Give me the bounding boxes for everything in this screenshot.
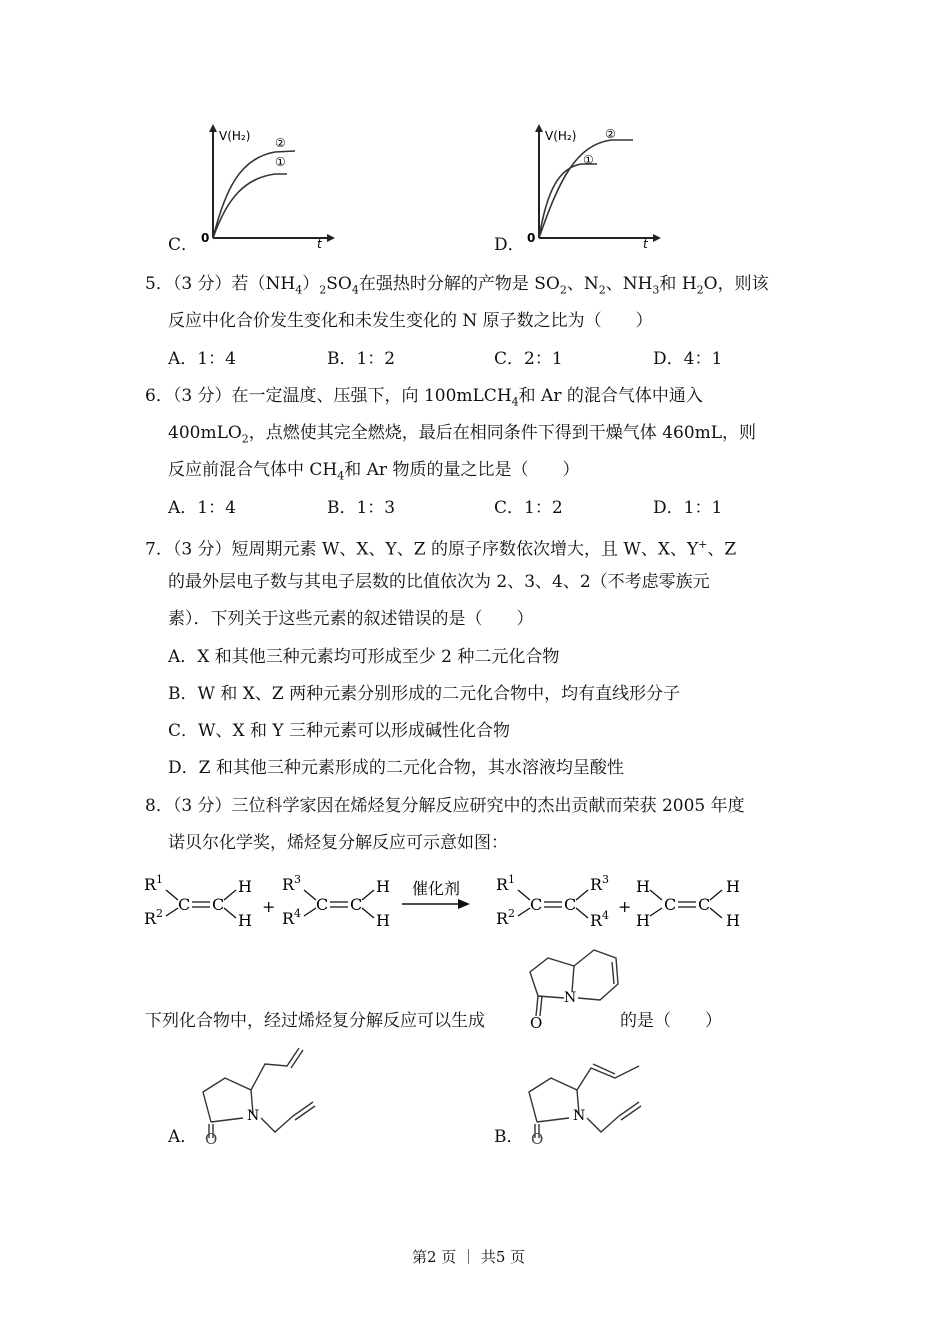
svg-text:H: H [636,911,650,930]
q8-line2: 诺贝尔化学奖，烯烃复分解反应可示意如图： [168,833,508,853]
svg-text:C: C [698,895,711,914]
q8-line1: 8．（3 分）三位科学家因在烯烃复分解反应研究中的杰出贡献而荣获 2005 年度 [145,796,745,816]
option-d-label: D． [494,235,525,255]
svg-text:R1: $R^1$ [144,873,164,894]
svg-text:R2: $R^2$ [144,907,164,928]
q8-option-a-structure [195,1040,320,1150]
svg-text:C: C [664,895,677,914]
svg-text:R1: $R^1$ [496,873,516,894]
graph-d-curve-2-label: ② [605,127,616,141]
graph-c-x-label: t [317,237,322,250]
q8-line3b: 的是（ ） [620,1011,722,1031]
target-n: N [564,990,577,1006]
graph-d-curve-1 [539,164,597,238]
q8-option-b-structure [521,1040,646,1150]
graph-c-curve-2-label: ② [275,136,286,150]
q7-line2: 的最外层电子数与其电子层数的比值依次为 2、3、4、2（不考虑零族元 [168,572,710,592]
target-compound-structure [524,938,624,1030]
svg-text:H: H [636,877,650,896]
q8-option-a-label: A． [168,1127,198,1147]
graph-d [521,120,666,250]
q5-option-b: B．1：2 [327,349,396,369]
graph-c [195,120,340,250]
q7-option-c: C．W、X 和 Y 三种元素可以形成碱性化合物 [168,721,511,741]
svg-text:R3: $R^3$ [590,873,610,894]
q7-line1: 7．（3 分）短周期元素 W、X、Y、Z 的原子序数依次增大，且 W、X、Y+、Z [145,538,737,560]
catalyst-label: 催化剂 [412,879,461,898]
svg-text:C: C [350,895,363,914]
option-b-o: O [531,1130,544,1148]
q7-option-a: A．X 和其他三种元素均可形成至少 2 种二元化合物 [168,647,560,667]
q8-line3a: 下列化合物中，经过烯烃复分解反应可以生成 [145,1011,485,1031]
q6-line2: 400mLO$_2$，点燃使其完全燃烧，最后在相同条件下得到干燥气体 460mL，则 [168,423,757,446]
graph-d-curve-1-label: ① [583,153,594,167]
option-a-o: O [205,1130,218,1148]
q5-option-c: C．2：1 [494,349,563,369]
svg-text:C: C [316,895,329,914]
svg-text:H: H [376,911,390,930]
graph-c-curve-1 [213,174,287,238]
svg-text:+: + [618,897,632,916]
graph-c-origin: 0 [201,231,210,245]
svg-text:+: + [262,897,276,916]
q8-option-b-label: B． [494,1127,524,1147]
page-footer: 第2 页 ｜ 共5 页 [412,1248,526,1266]
q6-option-c: C．1：2 [494,498,563,518]
q8-number: 8． [145,796,173,816]
svg-text:R4: $R^4$ [590,909,610,930]
target-o: O [530,1014,543,1030]
q5-number: 5． [145,274,173,294]
q6-line3: 反应前混合气体中 $CH_4$和 Ar 物质的量之比是（ ） [168,460,580,483]
q7-option-b: B．W 和 X、Z 两种元素分别形成的二元化合物中，均有直线形分子 [168,684,681,704]
q7-option-d: D．Z 和其他三种元素形成的二元化合物，其水溶液均呈酸性 [168,758,624,778]
option-c-label: C． [168,235,199,255]
graph-c-y-label: V(H₂) [219,129,251,143]
q6-option-a: A．1：4 [168,498,236,518]
q5-option-a: A．1：4 [168,349,236,369]
q6-number: 6． [145,386,173,406]
svg-text:R4: $R^4$ [282,907,302,928]
q6-option-b: B．1：3 [327,498,396,518]
q7-number: 7． [145,539,173,560]
q6-option-d: D．1：1 [653,498,723,518]
svg-text:R2: $R^2$ [496,907,516,928]
svg-text:H: H [376,877,390,896]
option-b-n: N [573,1108,586,1124]
graph-d-y-label: V(H₂) [545,129,577,143]
svg-text:C: C [178,895,191,914]
svg-text:C: C [530,895,543,914]
option-a-n: N [247,1108,260,1124]
graph-d-x-label: t [643,237,648,250]
graph-d-origin: 0 [527,231,536,245]
metathesis-scheme [140,868,760,934]
svg-text:H: H [238,877,252,896]
q5-line2: 反应中化合价发生变化和未发生变化的 N 原子数之比为（ ） [168,311,653,331]
svg-text:C: C [564,895,577,914]
q5-option-d: D．4：1 [653,349,723,369]
q5-line1: 5．（3 分）若$(NH_4)_2SO_4$在强热时分解的产物是 $SO_2$、$N_2$、$NH_3$和 $H_2O$，则该 [145,274,769,297]
graph-c-curve-1-label: ① [275,155,286,169]
svg-text:H: H [238,911,252,930]
svg-text:R3: $R^3$ [282,873,302,894]
q6-line1: 6．（3 分）在一定温度、压强下，向 100mLCH$_4$和 Ar 的混合气体中通入 [145,386,703,409]
q7-line3: 素）．下列关于这些元素的叙述错误的是（ ） [168,609,534,629]
svg-text:C: C [212,895,225,914]
svg-text:H: H [726,911,740,930]
svg-text:H: H [726,877,740,896]
